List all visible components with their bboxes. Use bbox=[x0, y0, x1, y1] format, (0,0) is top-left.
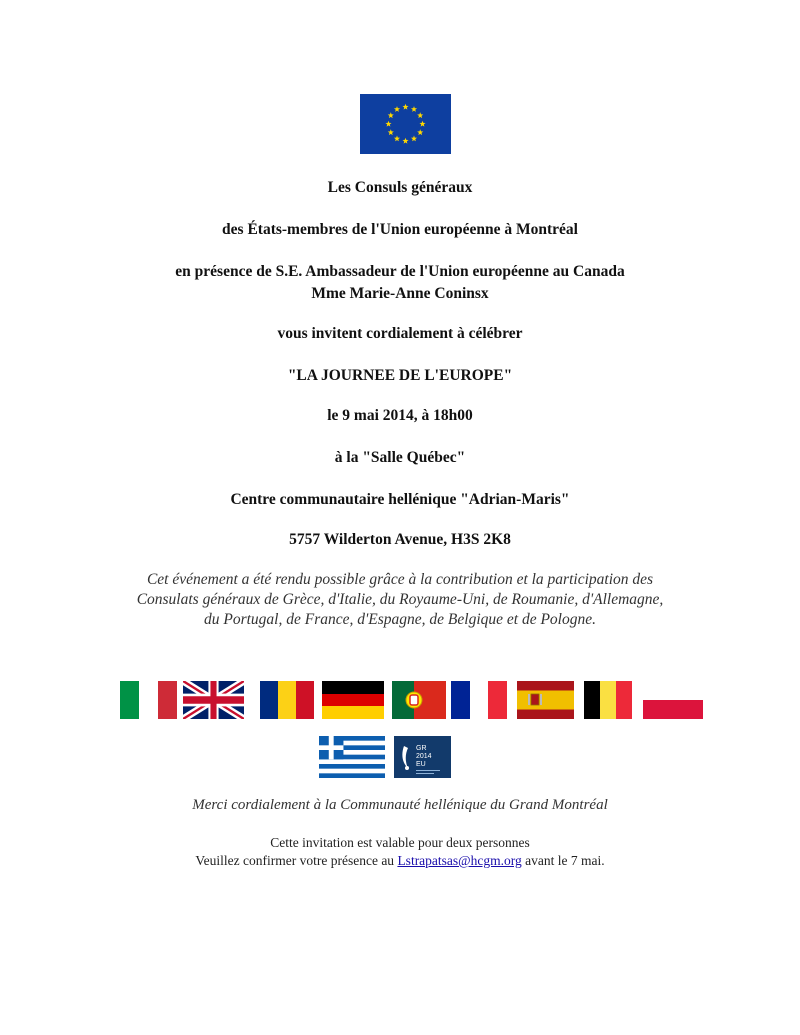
event-title: "LA JOURNEE DE L'EUROPE" bbox=[287, 367, 513, 384]
venue-address: 5757 Wilderton Avenue, H3S 2K8 bbox=[289, 531, 511, 548]
contribution-line: Cet événement a été rendu possible grâce à la contribution et la participation des bbox=[146, 571, 654, 588]
spain-flag-icon bbox=[517, 681, 574, 719]
rsvp-text-before: Veuillez confirmer votre présence au bbox=[195, 853, 398, 868]
thanks-line: Merci cordialement à la Communauté hellénique du Grand Montréal bbox=[192, 797, 608, 813]
contribution-line: Consulats généraux de Grèce, d'Italie, du Royaume-Uni, de Roumanie, d'Allemagne, bbox=[136, 591, 664, 608]
belgium-flag-icon bbox=[584, 681, 632, 719]
presence-line-2: Mme Marie-Anne Coninsx bbox=[311, 285, 489, 302]
event-date-time: le 9 mai 2014, à 18h00 bbox=[327, 407, 473, 424]
hosts-line-2: des États-membres de l'Union européenne à Montréal bbox=[222, 221, 578, 238]
venue-room: à la "Salle Québec" bbox=[334, 449, 466, 466]
contribution-line: du Portugal, de France, d'Espagne, de Belgique et de Pologne. bbox=[203, 611, 596, 628]
hosts-line: Les Consuls généraux bbox=[327, 179, 473, 196]
greece-flag-icon bbox=[319, 736, 385, 778]
logo-text: EU bbox=[416, 761, 426, 768]
france-flag-icon bbox=[451, 681, 507, 719]
logo-text: GR bbox=[416, 745, 427, 752]
eu-flag-icon bbox=[360, 94, 451, 154]
germany-flag-icon bbox=[322, 681, 384, 719]
invite-line: vous invitent cordialement à célébrer bbox=[277, 325, 523, 342]
rsvp-line bbox=[0, 852, 800, 870]
portugal-flag-icon bbox=[392, 681, 446, 719]
presence-line-1: en présence de S.E. Ambassadeur de l'Union européenne au Canada bbox=[175, 263, 625, 280]
contribution-note bbox=[60, 570, 740, 630]
rsvp-email-link[interactable]: Lstrapatsas@hcgm.org bbox=[397, 853, 522, 868]
rsvp-text-after: avant le 7 mai. bbox=[521, 853, 605, 868]
logo-text: 2014 bbox=[416, 753, 432, 760]
validity-line: Cette invitation est valable pour deux personnes bbox=[270, 835, 530, 850]
venue-center: Centre communautaire hellénique "Adrian-Maris" bbox=[230, 491, 570, 508]
gr2014-presidency-logo-icon bbox=[394, 736, 451, 778]
poland-flag-icon bbox=[643, 681, 703, 719]
romania-flag-icon bbox=[260, 681, 314, 719]
united-kingdom-flag-icon bbox=[183, 681, 244, 719]
italy-flag-icon bbox=[120, 681, 177, 719]
